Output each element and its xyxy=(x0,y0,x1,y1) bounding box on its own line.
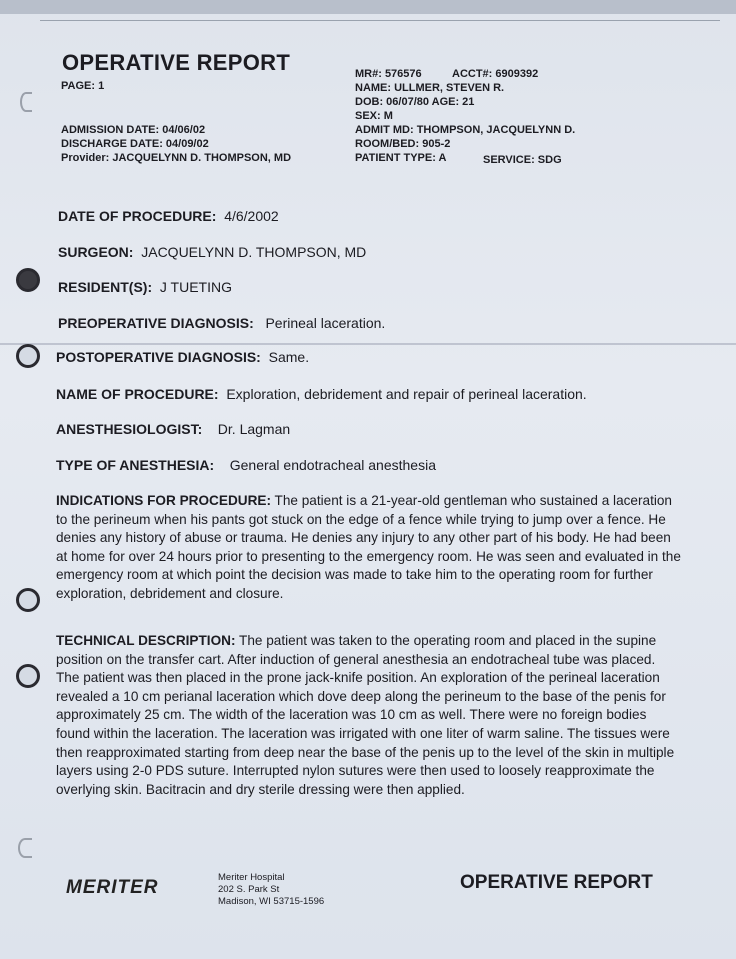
field-value: Dr. Lagman xyxy=(217,421,291,437)
admission-date: ADMISSION DATE: 04/06/02 xyxy=(61,124,206,136)
hospital-city: Madison, WI 53715-1596 xyxy=(218,896,325,907)
punch-hole-icon xyxy=(16,588,40,612)
discharge-date: DISCHARGE DATE: 04/09/02 xyxy=(61,138,209,150)
section-label: TECHNICAL DESCRIPTION: xyxy=(56,633,236,648)
field-label: RESIDENT(S): xyxy=(58,279,153,295)
meriter-logo: MERITER xyxy=(66,877,159,898)
postoperative-diagnosis xyxy=(56,349,309,365)
perforation-line xyxy=(40,20,720,21)
date-of-procedure xyxy=(58,208,279,224)
field-label: ANESTHESIOLOGIST: xyxy=(56,421,203,437)
field-value: JACQUELYNN D. THOMPSON, MD xyxy=(141,244,367,260)
section-text: The patient is a 21-year-old gentleman who sustained a laceration to the perineum when his pants got stuck on the edge of a fence while trying to jump over a fence. He denies any history of abuse or trauma. He denies any injury to any other part of his body. He had been at home for over 24 hours prior to presenting to the emergency room. He was seen and evaluated in the emergency room at which point the decision was made to take him to the operating room for further exploration, debridement and closure. xyxy=(56,493,681,601)
room-bed: ROOM/BED: 905-2 xyxy=(355,138,451,150)
field-value: 4/6/2002 xyxy=(224,208,279,224)
field-value: Exploration, debridement and repair of perineal laceration. xyxy=(226,386,587,402)
indications-paragraph xyxy=(56,492,682,604)
technical-description-paragraph xyxy=(56,632,682,799)
surgeon xyxy=(58,244,366,260)
patient-sex: SEX: M xyxy=(355,110,393,122)
field-label: POSTOPERATIVE DIAGNOSIS: xyxy=(56,349,261,365)
provider: Provider: JACQUELYNN D. THOMPSON, MD xyxy=(61,152,292,164)
field-label: DATE OF PROCEDURE: xyxy=(58,208,217,224)
residents xyxy=(58,279,232,295)
admit-md: ADMIT MD: THOMPSON, JACQUELYNN D. xyxy=(355,124,576,136)
patient-dob-age: DOB: 06/07/80 AGE: 21 xyxy=(355,96,475,108)
report-title: OPERATIVE REPORT xyxy=(62,50,291,75)
service: SERVICE: SDG xyxy=(483,154,562,166)
hospital-street: 202 S. Park St xyxy=(218,884,280,895)
punch-hole-icon xyxy=(16,664,40,688)
type-of-anesthesia xyxy=(56,457,436,473)
field-value: J TUETING xyxy=(159,279,232,295)
hospital-name: Meriter Hospital xyxy=(218,872,285,883)
punch-hole-icon xyxy=(16,268,40,292)
anesthesiologist xyxy=(56,421,290,437)
patient-type: PATIENT TYPE: A xyxy=(355,152,447,164)
punch-hole-icon xyxy=(16,344,40,368)
footer-title: OPERATIVE REPORT xyxy=(460,872,653,893)
paper-fold-line xyxy=(0,343,736,345)
section-text: The patient was taken to the operating room and placed in the supine position on the transfer cart. After induction of general anesthesia an endotracheal tube was placed. The patient was then placed in the prone jack-knife position. An exploration of the perineal laceration revealed a 10 cm perianal laceration which dove deep along the perineum to the base of the penis for approximately 25 cm. The width of the laceration was 10 cm as well. There were no foreign bodies found within the laceration. The laceration was irrigated with one liter of warm saline. The tissues were then reapproximated starting from deep near the base of the penis up to the level of the skin in multiple layers using 2-0 PDS suture. Interrupted nylon sutures were then used to loosely reapproximate the overlying skin. Bacitracin and dry sterile dressing were then applied. xyxy=(56,633,675,797)
field-value: Perineal laceration. xyxy=(265,315,386,331)
field-label: SURGEON: xyxy=(58,244,134,260)
field-value: General endotracheal anesthesia xyxy=(229,457,436,473)
hospital-address xyxy=(218,872,358,908)
page-number: PAGE: 1 xyxy=(61,80,105,92)
mr-number: MR#: 576576 xyxy=(355,68,422,80)
section-label: INDICATIONS FOR PROCEDURE: xyxy=(56,493,271,508)
punch-hole-mark-icon xyxy=(20,92,32,112)
field-value: Same. xyxy=(268,349,310,365)
field-label: TYPE OF ANESTHESIA: xyxy=(56,457,215,473)
preoperative-diagnosis xyxy=(58,315,385,331)
account-number: ACCT#: 6909392 xyxy=(452,68,539,80)
patient-name: NAME: ULLMER, STEVEN R. xyxy=(355,82,505,94)
field-label: PREOPERATIVE DIAGNOSIS: xyxy=(58,315,254,331)
scan-top-edge xyxy=(0,0,736,14)
field-label: NAME OF PROCEDURE: xyxy=(56,386,219,402)
punch-hole-mark-icon xyxy=(18,838,32,858)
name-of-procedure xyxy=(56,386,587,402)
